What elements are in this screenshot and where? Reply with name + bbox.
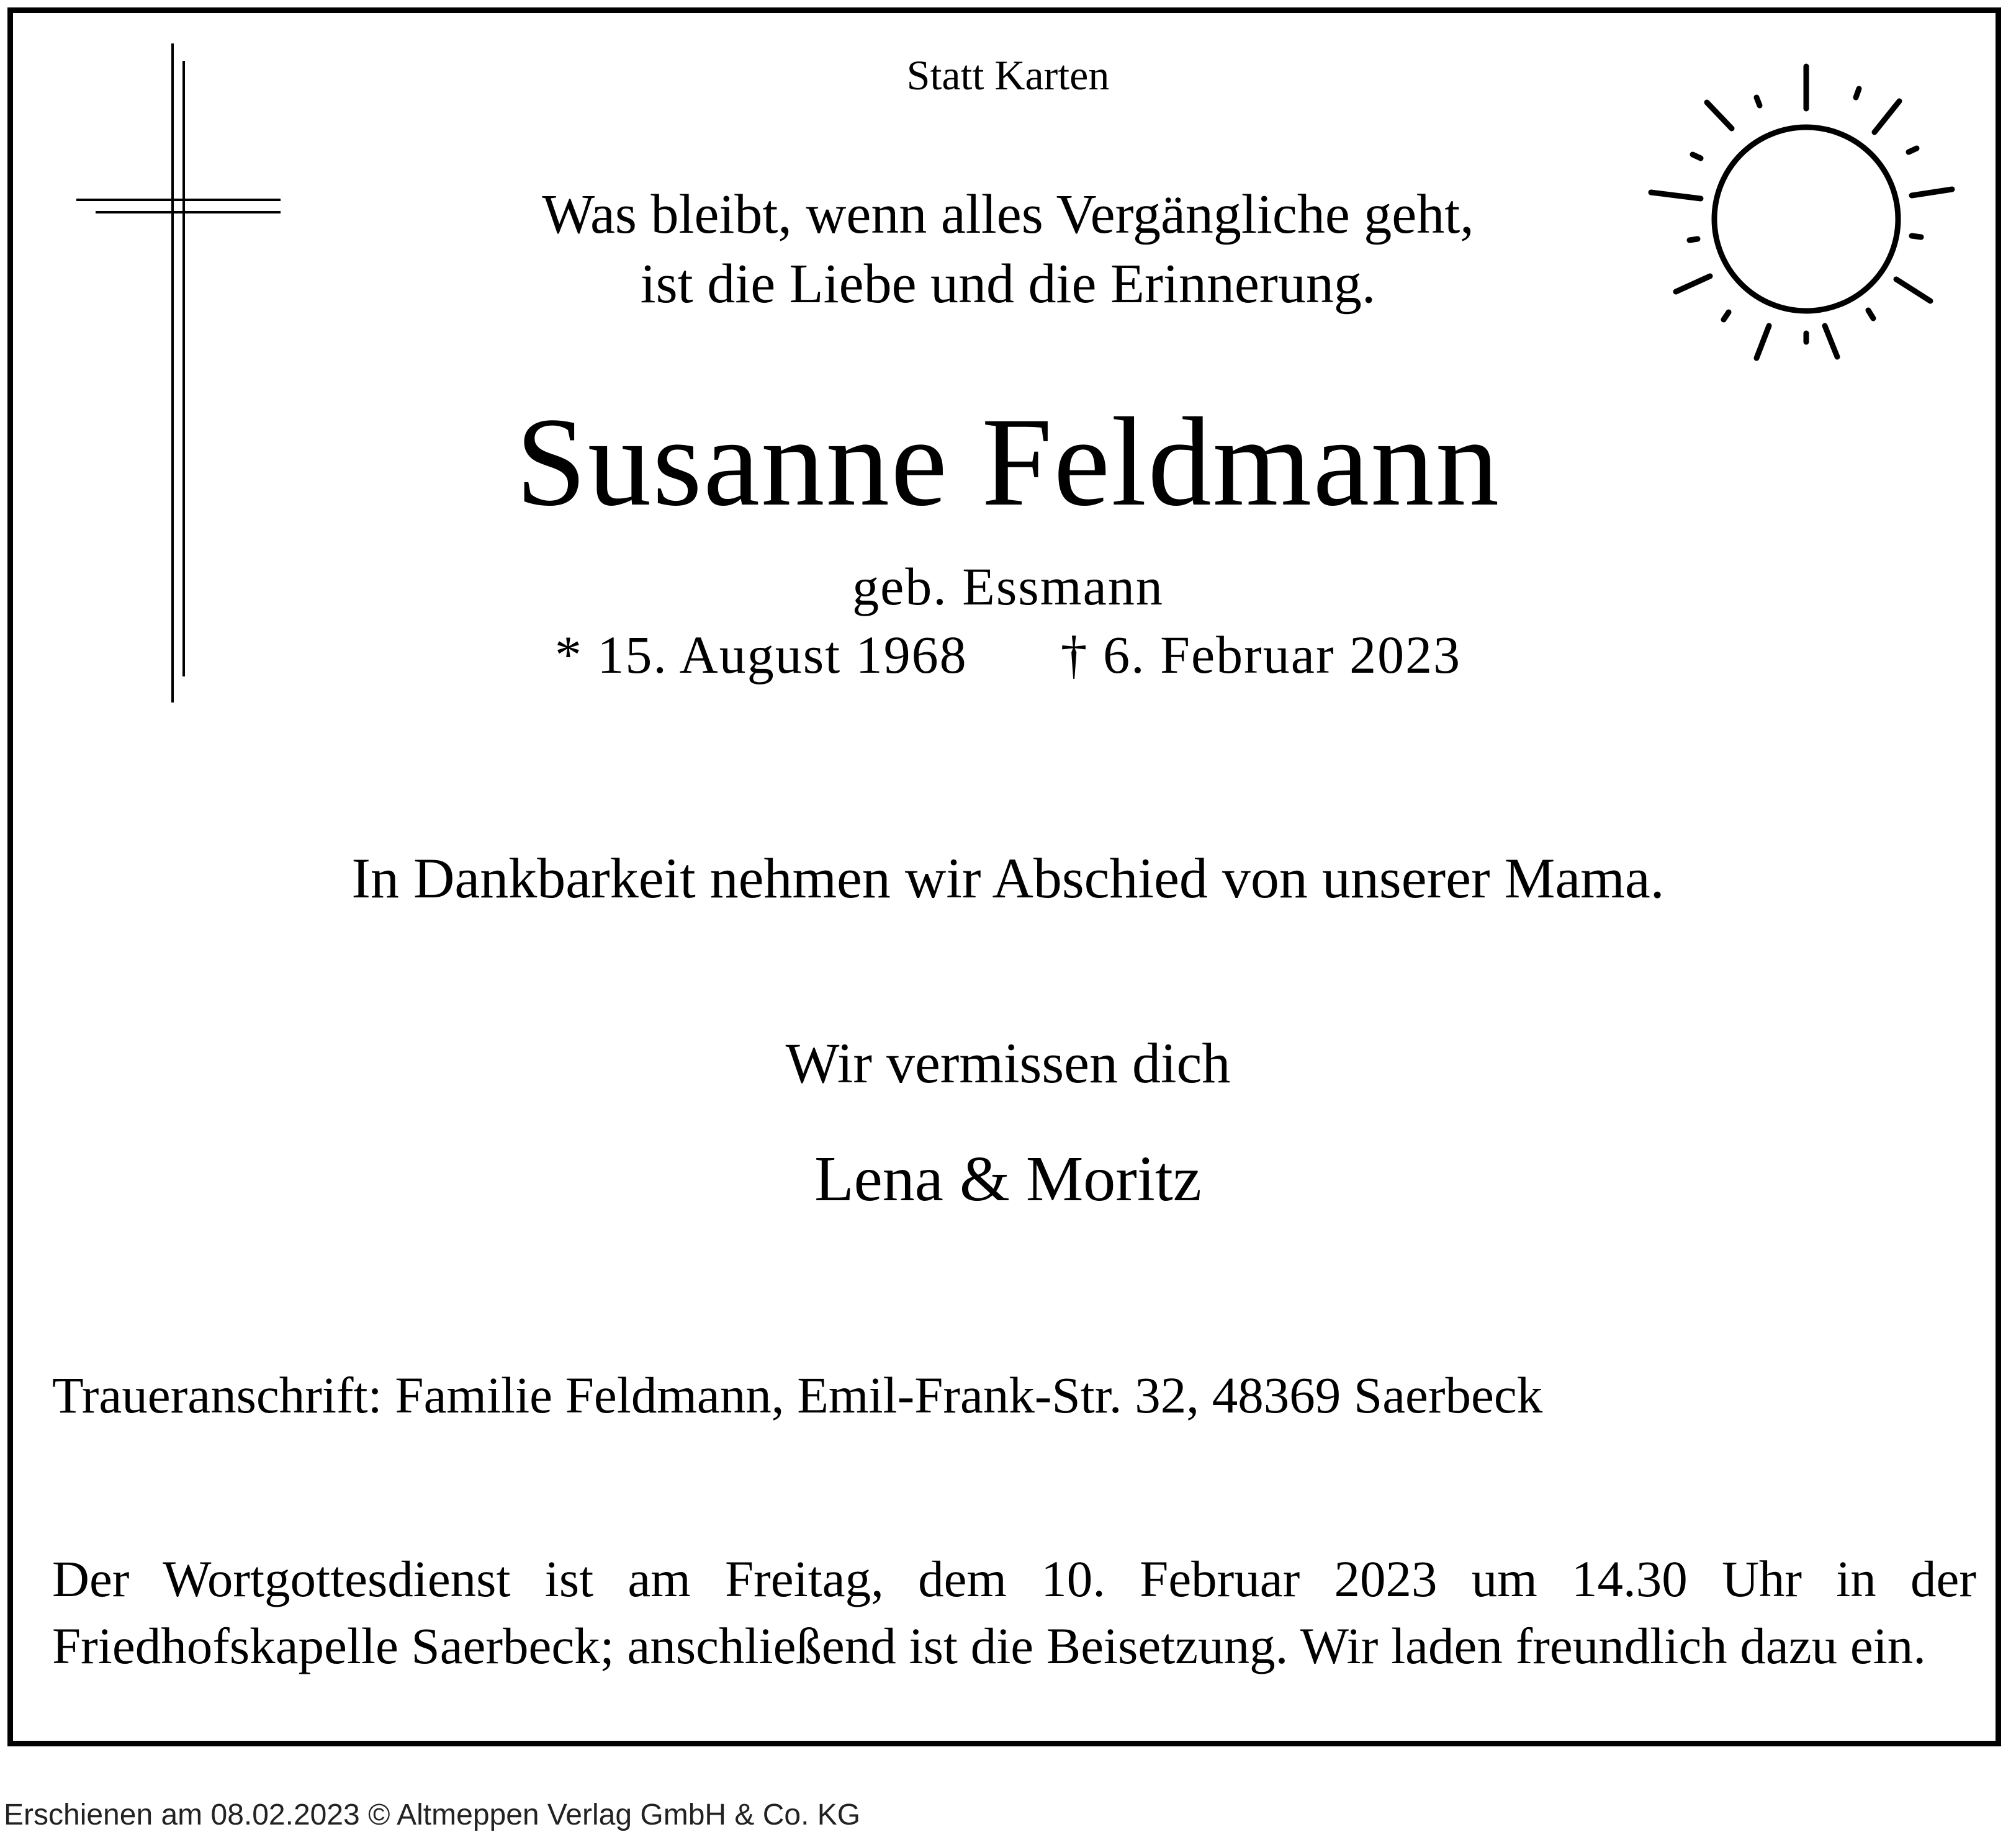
service-information: Der Wortgottesdienst ist am Freitag, dem 10. Februar 2023 um 14.30 Uhr in der Friedhofskapelle Saerbeck; anschließend ist die Beisetzung. Wir laden freundlich dazu ein. [52, 1550, 1976, 1674]
mourners-names: Lena & Moritz [814, 1143, 1202, 1215]
mourning-address: Traueranschrift: Familie Feldmann, Emil-Frank-Str. 32, 48369 Saerbeck [52, 1367, 1543, 1424]
birth-date: * 15. August 1968 [554, 625, 968, 685]
motto-line-2: ist die Liebe und die Erinnerung. [640, 253, 1376, 315]
birth-name: geb. Essmann [852, 557, 1164, 616]
motto-line-1: Was bleibt, wenn alles Vergängliche geht, [542, 184, 1474, 245]
publication-footer: Erschienen am 08.02.2023 © Altmeppen Verlag GmbH & Co. KG [4, 1798, 861, 1831]
statt-karten-label: Statt Karten [906, 52, 1110, 99]
death-date: † 6. Februar 2023 [1060, 625, 1462, 685]
miss-you-line: Wir vermissen dich [785, 1031, 1231, 1095]
deceased-name: Susanne Feldmann [515, 392, 1501, 532]
motto-quote [0, 180, 2016, 319]
farewell-line: In Dankbarkeit nehmen wir Abschied von unserer Mama. [351, 846, 1665, 910]
life-dates [0, 624, 2016, 686]
